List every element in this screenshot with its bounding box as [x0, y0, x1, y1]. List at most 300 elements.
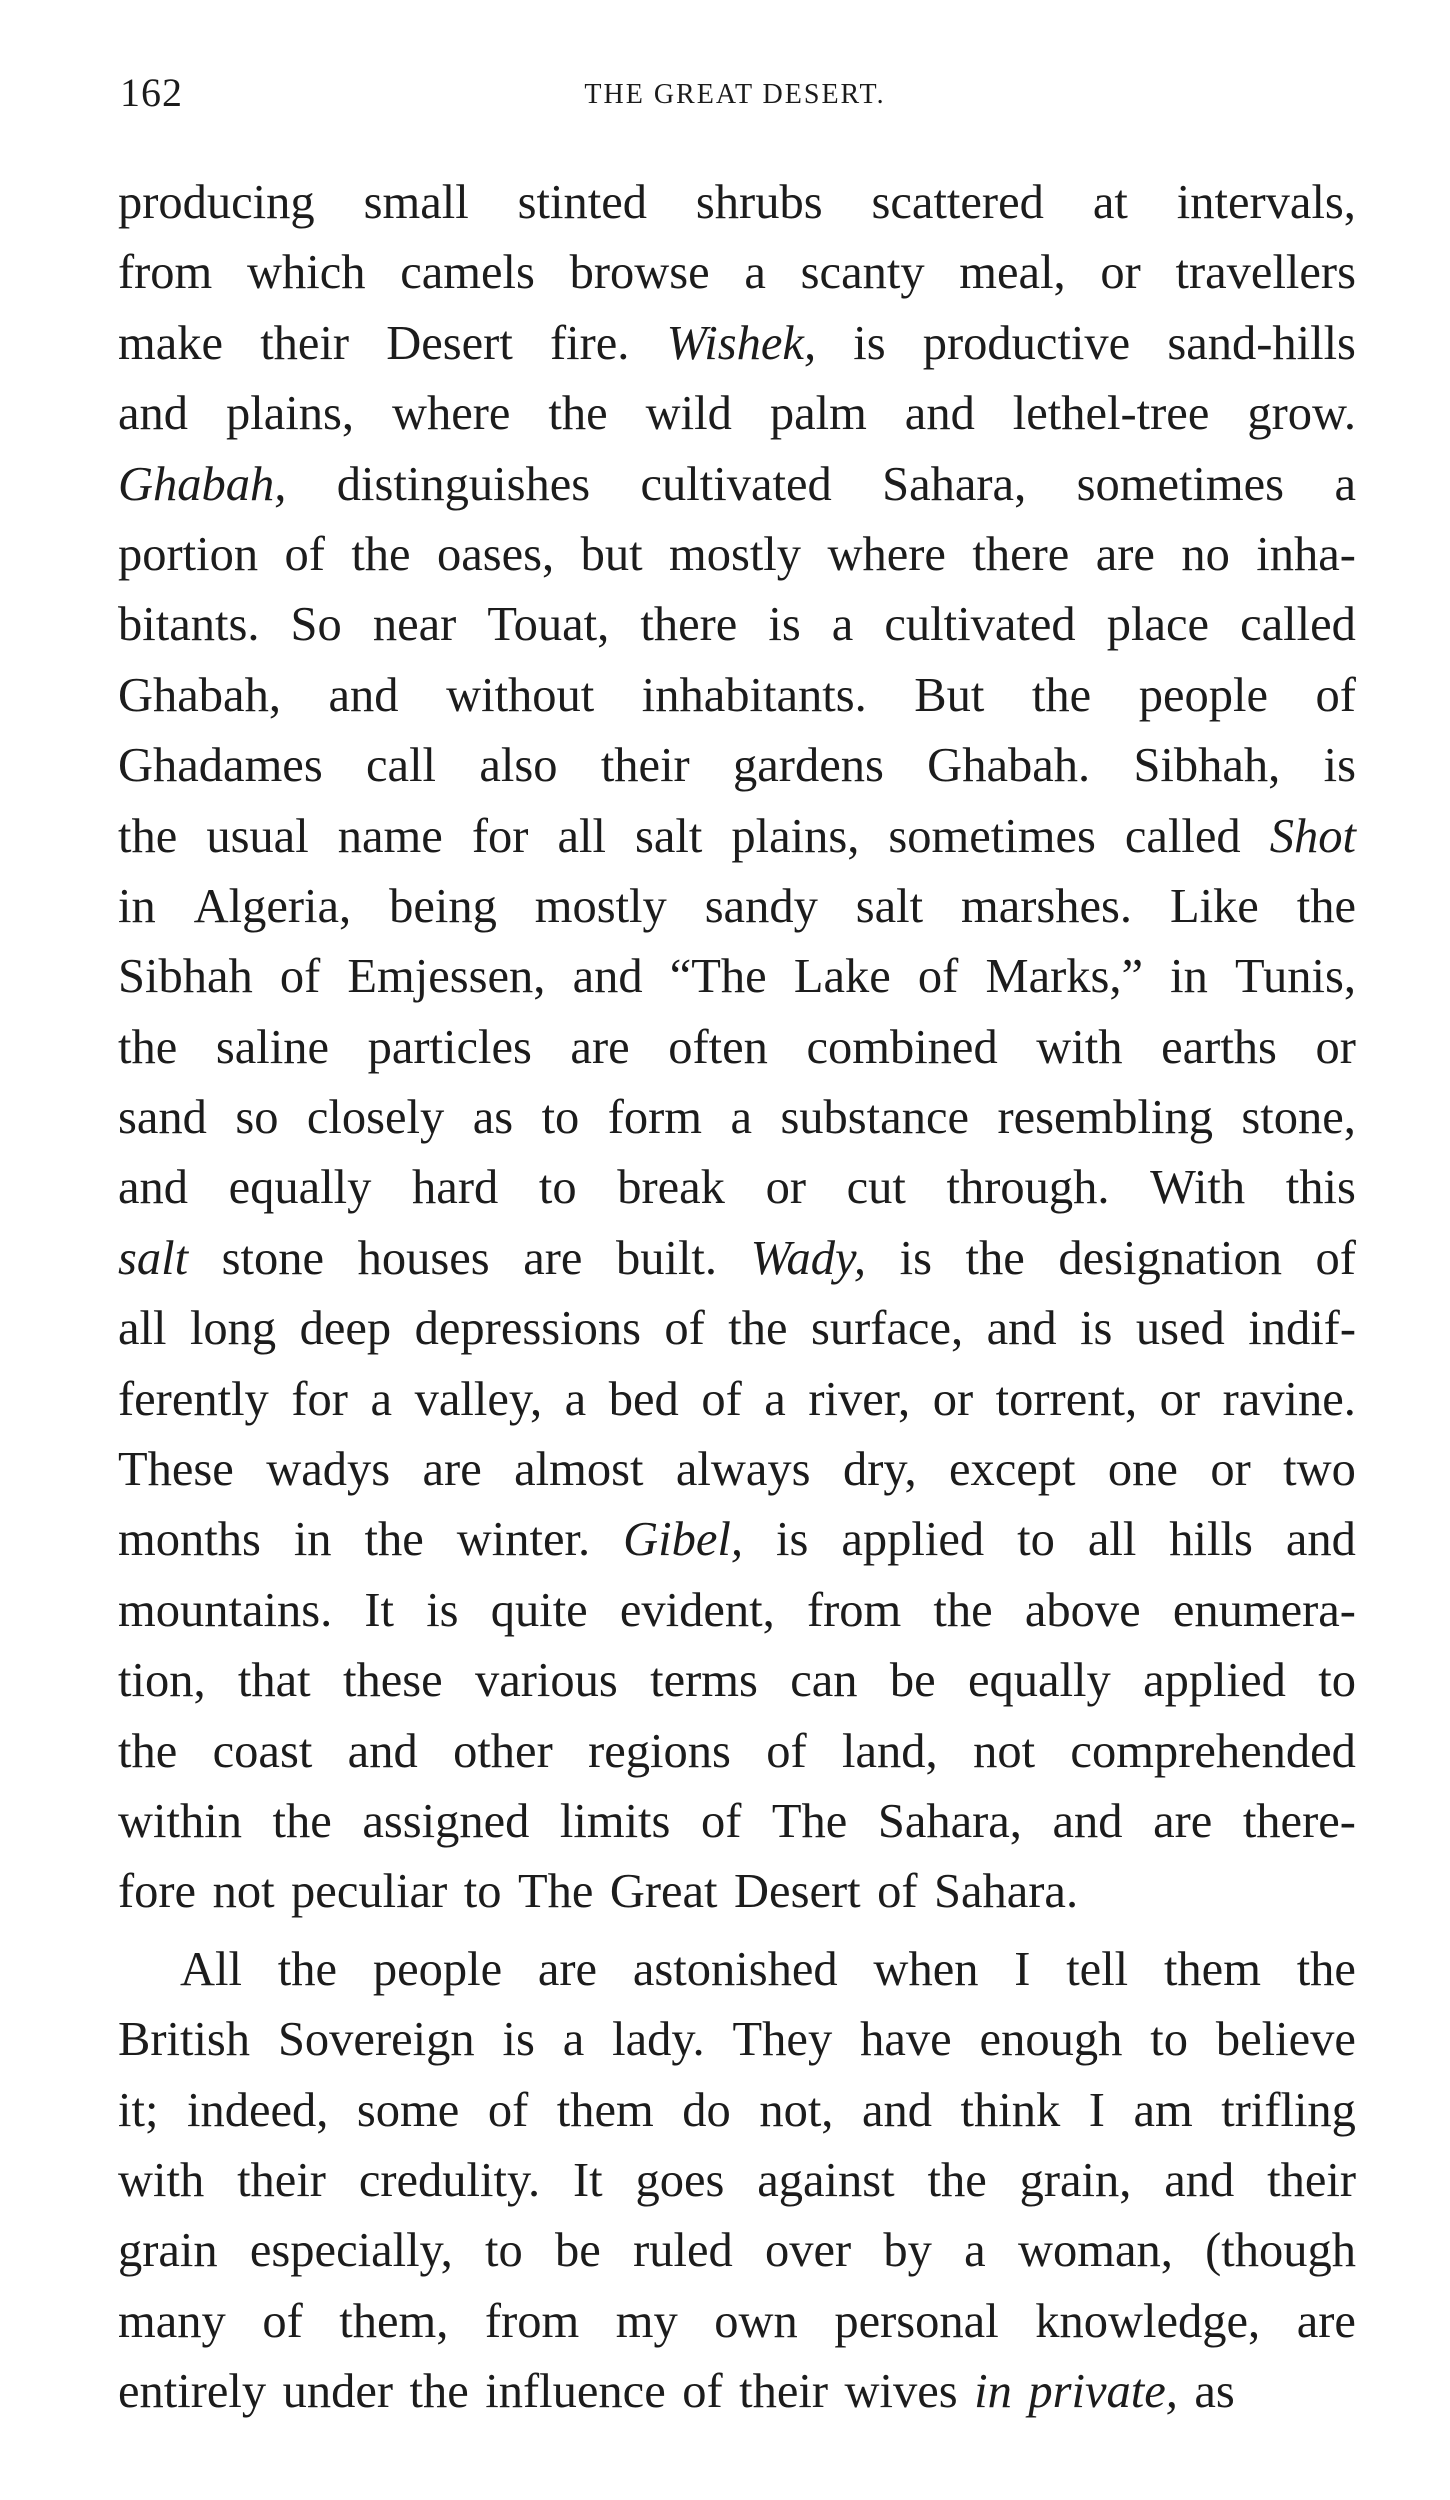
word: other	[453, 1724, 553, 1778]
body-text	[118, 168, 1356, 2428]
word: of	[1315, 668, 1356, 722]
paragraph-gap	[118, 1928, 1356, 1935]
word: It	[364, 1583, 395, 1637]
word: combined	[806, 1020, 998, 1074]
word: are	[1153, 1794, 1213, 1848]
word: at	[1092, 176, 1128, 229]
word: Ghadames	[118, 739, 323, 793]
word: They	[732, 2013, 833, 2067]
word: cut	[846, 1161, 906, 1215]
word: Great	[609, 1865, 718, 1919]
word: in	[118, 879, 156, 933]
word: to	[541, 1091, 580, 1145]
word: against	[757, 2153, 895, 2207]
word: or	[1100, 246, 1141, 300]
word: Like	[1169, 879, 1259, 933]
word: so	[235, 1091, 279, 1145]
word: own	[714, 2294, 798, 2348]
text-line	[118, 2146, 1356, 2216]
text-line	[118, 309, 1356, 379]
word: Emjessen,	[347, 950, 546, 1004]
word: is	[1323, 739, 1356, 793]
word: ferently	[118, 1372, 269, 1426]
word: to	[485, 2224, 523, 2278]
word: call	[366, 739, 437, 793]
word: particles	[367, 1020, 532, 1074]
running-title: THE GREAT DESERT.	[584, 79, 886, 110]
word: palm	[769, 387, 867, 441]
word: my	[615, 2294, 678, 2348]
word: or	[1210, 1443, 1251, 1497]
word: evident,	[619, 1583, 775, 1637]
word: where	[827, 527, 946, 581]
word: with	[1036, 1020, 1123, 1074]
word: these	[343, 1654, 443, 1708]
text-line	[118, 1224, 1356, 1294]
word: them	[1163, 1942, 1261, 1996]
word: sandy	[704, 879, 818, 933]
word: stinted	[517, 176, 647, 229]
word: hills	[1169, 1513, 1253, 1567]
word: scanty	[800, 246, 925, 300]
word: a	[1334, 457, 1356, 511]
text-line	[118, 590, 1356, 660]
word: shrubs	[695, 176, 823, 229]
word: tion,	[118, 1654, 206, 1708]
word: them,	[339, 2294, 449, 2348]
word: entirely	[118, 2365, 267, 2419]
word: cultivated	[884, 598, 1076, 652]
word: wives	[844, 2365, 958, 2419]
text-line	[118, 731, 1356, 801]
word: people	[372, 1942, 503, 1996]
word: am	[1133, 2083, 1193, 2137]
word: (though	[1205, 2224, 1356, 2278]
word: lethel-tree	[1012, 387, 1210, 441]
word: of	[700, 1794, 742, 1848]
word: the	[933, 1583, 993, 1637]
word: that	[237, 1654, 311, 1708]
word: Desert	[386, 316, 513, 370]
word: their	[600, 739, 690, 793]
word: there-	[1242, 1794, 1356, 1848]
word: Sovereign	[277, 2013, 475, 2067]
word: British	[118, 2013, 251, 2067]
word: mostly	[534, 879, 667, 933]
word: not	[212, 1865, 275, 1919]
word: hard	[412, 1161, 499, 1215]
word: enough	[979, 2013, 1123, 2067]
word: of	[1315, 1231, 1356, 1285]
word: months	[118, 1513, 261, 1567]
word: private,	[1028, 2365, 1178, 2419]
word: of	[877, 1865, 918, 1919]
word: also	[479, 739, 558, 793]
word: It	[573, 2153, 603, 2207]
word: people	[1138, 668, 1268, 722]
word: is	[1080, 1302, 1113, 1356]
word: indif-	[1248, 1302, 1356, 1356]
word: winter.	[456, 1513, 591, 1567]
word: Sahara.	[934, 1865, 1079, 1919]
word: almost	[514, 1443, 644, 1497]
text-line	[118, 1013, 1356, 1083]
word: or	[765, 1161, 806, 1215]
word: and	[1052, 1794, 1123, 1848]
word: and	[986, 1302, 1057, 1356]
word: name	[337, 809, 443, 863]
word: lady.	[612, 2013, 705, 2067]
word: the	[927, 2153, 987, 2207]
word: break	[617, 1161, 725, 1215]
word: and	[904, 387, 975, 441]
word: gardens	[733, 739, 884, 793]
word: plains,	[731, 809, 860, 863]
word: the	[364, 1513, 424, 1567]
word: enumera-	[1172, 1583, 1356, 1637]
word: comprehended	[1070, 1724, 1356, 1778]
word: think	[960, 2083, 1061, 2137]
word: one	[1107, 1443, 1178, 1497]
word: are	[422, 1443, 482, 1497]
word: grow.	[1247, 387, 1356, 441]
word: be	[555, 2224, 601, 2278]
word: a	[964, 2224, 986, 2278]
word: a	[564, 1372, 587, 1426]
word: near	[372, 598, 457, 652]
word: intervals,	[1176, 176, 1356, 229]
word: fire.	[549, 316, 630, 370]
text-line	[118, 168, 1356, 238]
word: their	[260, 316, 350, 370]
word: a	[764, 1372, 786, 1426]
word: salt	[118, 1231, 189, 1285]
word: oases,	[437, 527, 555, 581]
word: used	[1135, 1302, 1225, 1356]
word: to	[1017, 1513, 1055, 1567]
word: earths	[1161, 1020, 1277, 1074]
word: productive	[922, 316, 1131, 370]
word: not,	[759, 2083, 834, 2137]
word: for	[291, 1372, 348, 1426]
word: Sahara,	[877, 1794, 1022, 1848]
word: mostly	[668, 527, 802, 581]
word: Shot	[1269, 809, 1356, 863]
word: I	[1088, 2083, 1105, 2137]
word: it;	[118, 2083, 159, 2137]
word: marshes.	[960, 879, 1133, 933]
word: Ghabah,	[118, 457, 287, 511]
word: plains,	[226, 387, 354, 441]
word: the	[728, 1302, 788, 1356]
word: influence	[485, 2365, 666, 2419]
word: is	[899, 1231, 932, 1285]
word: from	[484, 2294, 580, 2348]
word: do	[682, 2083, 731, 2137]
word: their	[1267, 2153, 1356, 2207]
word: are	[1095, 527, 1155, 581]
word: being	[389, 879, 497, 933]
word: be	[889, 1654, 936, 1708]
word: But	[914, 668, 985, 722]
word: assigned	[362, 1794, 530, 1848]
text-line	[118, 942, 1356, 1012]
word: deep	[299, 1302, 392, 1356]
word: applied	[1143, 1654, 1286, 1708]
word: a	[562, 2013, 585, 2067]
word: river,	[808, 1372, 911, 1426]
word: is	[853, 316, 886, 370]
word: trifling	[1221, 2083, 1356, 2137]
text-line	[118, 1505, 1356, 1575]
word: called	[1124, 809, 1241, 863]
word: of	[664, 1302, 705, 1356]
word: fore	[118, 1865, 197, 1919]
word: there	[972, 527, 1070, 581]
text-line	[118, 2287, 1356, 2357]
word: equally	[228, 1161, 372, 1215]
word: the	[1296, 1942, 1356, 1996]
text-line	[118, 1083, 1356, 1153]
word: to	[1150, 2013, 1188, 2067]
word: camels	[400, 246, 535, 300]
word: as	[1194, 2365, 1235, 2419]
word: Marks,”	[985, 950, 1144, 1004]
word: Tunis,	[1235, 950, 1356, 1004]
word: are	[1296, 2294, 1356, 2348]
word: of	[284, 527, 325, 581]
word: of	[262, 2294, 303, 2348]
word: under	[282, 2365, 394, 2419]
word: is	[768, 598, 801, 652]
word: salt	[855, 879, 924, 933]
word: The	[771, 1794, 848, 1848]
text-line	[118, 2076, 1356, 2146]
word: usual	[206, 809, 309, 863]
word: surface,	[810, 1302, 964, 1356]
word: tell	[1066, 1942, 1129, 1996]
word: them	[556, 2083, 654, 2137]
word: browse	[569, 246, 710, 300]
word: long	[189, 1302, 277, 1356]
word: stone,	[1241, 1091, 1356, 1145]
word: as	[472, 1091, 514, 1145]
word: their	[237, 2153, 326, 2207]
word: inha-	[1256, 527, 1356, 581]
word: but	[580, 527, 643, 581]
word: regions	[588, 1724, 731, 1778]
word: of	[766, 1724, 807, 1778]
word: peculiar	[291, 1865, 448, 1919]
text-line	[118, 238, 1356, 308]
word: all	[557, 809, 606, 863]
word: from	[806, 1583, 902, 1637]
word: limits	[559, 1794, 671, 1848]
word: no	[1181, 527, 1230, 581]
word: in	[1170, 950, 1208, 1004]
word: especially,	[249, 2224, 453, 2278]
word: not	[973, 1724, 1036, 1778]
word: and	[347, 1724, 418, 1778]
word: dry,	[842, 1443, 917, 1497]
word: “The	[669, 950, 767, 1004]
word: have	[860, 2013, 952, 2067]
word: grain	[118, 2224, 218, 2278]
word: goes	[635, 2153, 725, 2207]
word: inhabitants.	[641, 668, 867, 722]
word: are	[570, 1020, 630, 1074]
word: are	[523, 1231, 583, 1285]
word: houses	[357, 1231, 490, 1285]
word: resembling	[997, 1091, 1213, 1145]
word: terms	[650, 1654, 758, 1708]
word: and	[1164, 2153, 1235, 2207]
word: of	[279, 950, 321, 1004]
word: two	[1283, 1443, 1356, 1497]
word: various	[475, 1654, 618, 1708]
word: portion	[118, 527, 259, 581]
word: is	[426, 1583, 459, 1637]
word: is	[776, 1513, 809, 1567]
text-line	[118, 1294, 1356, 1364]
word: With	[1150, 1161, 1246, 1215]
word: Touat,	[487, 598, 610, 652]
word: for	[471, 809, 529, 863]
word: Algeria,	[193, 879, 352, 933]
word: of	[487, 2083, 529, 2137]
word: the	[1296, 879, 1356, 933]
word: a	[730, 1091, 752, 1145]
word: or	[1315, 1020, 1356, 1074]
word: bitants.	[118, 598, 260, 652]
word: and	[118, 387, 189, 441]
word: make	[118, 316, 224, 370]
word: and	[861, 2083, 932, 2137]
word: knowledge,	[1035, 2294, 1261, 2348]
page-number: 162	[120, 70, 183, 115]
word: the	[118, 809, 178, 863]
word: mountains.	[118, 1583, 333, 1637]
word: within	[118, 1794, 242, 1848]
word: ravine.	[1222, 1372, 1356, 1426]
word: Wishek,	[666, 316, 817, 370]
word: and	[1285, 1513, 1356, 1567]
text-line	[118, 661, 1356, 731]
word: there	[640, 598, 738, 652]
word: Desert	[734, 1865, 861, 1919]
word: bed	[608, 1372, 679, 1426]
word: the	[118, 1724, 178, 1778]
word: All	[180, 1942, 242, 1996]
text-line	[118, 1857, 1356, 1927]
text-line	[118, 2216, 1356, 2286]
word: the	[118, 1020, 178, 1074]
word: of	[682, 2365, 723, 2419]
word: many	[118, 2294, 226, 2348]
word: indeed,	[186, 2083, 329, 2137]
word: and	[572, 950, 643, 1004]
word: stone	[221, 1231, 325, 1285]
word: built.	[615, 1231, 718, 1285]
word: small	[363, 176, 469, 229]
word: always	[675, 1443, 811, 1497]
word: So	[290, 598, 342, 652]
word: sometimes	[888, 809, 1096, 863]
running-head	[120, 68, 1350, 118]
word: of	[701, 1372, 742, 1426]
word: the	[351, 527, 411, 581]
word: depressions	[414, 1302, 641, 1356]
word: The	[517, 1865, 594, 1919]
word: Gibel,	[623, 1513, 744, 1567]
word: are	[537, 1942, 598, 1996]
word: astonished	[632, 1942, 838, 1996]
text-line	[118, 1717, 1356, 1787]
word: wild	[645, 387, 732, 441]
word: believe	[1215, 2013, 1356, 2067]
word: the	[548, 387, 608, 441]
word: quite	[490, 1583, 588, 1637]
word: to	[538, 1161, 577, 1215]
word: ruled	[633, 2224, 733, 2278]
word: grain,	[1019, 2153, 1132, 2207]
text-line	[118, 1435, 1356, 1505]
text-line	[118, 450, 1356, 520]
text-line	[118, 2357, 1356, 2427]
word: cultivated	[640, 457, 832, 511]
word: place	[1106, 598, 1210, 652]
word: of	[917, 950, 959, 1004]
word: above	[1024, 1583, 1141, 1637]
word: some	[356, 2083, 460, 2137]
word: closely	[306, 1091, 445, 1145]
word: which	[247, 246, 366, 300]
word: producing	[118, 176, 315, 229]
text-line	[118, 520, 1356, 590]
word: credulity.	[358, 2153, 541, 2207]
word: a	[744, 246, 766, 300]
word: salt	[634, 809, 703, 863]
word: Wady,	[750, 1231, 867, 1285]
word: the	[965, 1231, 1025, 1285]
word: through.	[946, 1161, 1110, 1215]
word: except	[948, 1443, 1076, 1497]
word: and	[328, 668, 399, 722]
word: often	[668, 1020, 768, 1074]
word: land,	[842, 1724, 938, 1778]
word: to	[463, 1865, 502, 1919]
word: is	[502, 2013, 535, 2067]
word: the	[1031, 668, 1092, 722]
word: meal,	[959, 246, 1066, 300]
word: without	[446, 668, 595, 722]
word: Sibhah	[118, 950, 253, 1004]
word: applied	[841, 1513, 985, 1567]
text-line	[118, 1935, 1356, 2005]
word: or	[932, 1372, 974, 1426]
text-line	[118, 802, 1356, 872]
word: travellers	[1175, 246, 1356, 300]
word: substance	[780, 1091, 969, 1145]
text-line	[118, 872, 1356, 942]
text-line	[118, 1365, 1356, 1435]
text-line	[118, 1153, 1356, 1223]
word: where	[391, 387, 511, 441]
word: torrent,	[995, 1372, 1138, 1426]
text-line	[118, 1646, 1356, 1716]
word: when	[873, 1942, 979, 1996]
word: by	[883, 2224, 932, 2278]
